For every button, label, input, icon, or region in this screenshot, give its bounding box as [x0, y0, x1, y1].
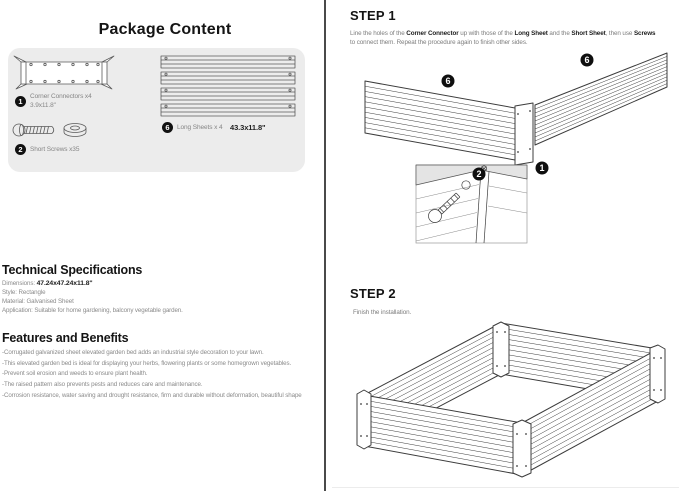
- svg-text:1: 1: [539, 163, 545, 174]
- step1-instructions-line1: Line the holes of the Corner Connector up with those of the Long Sheet and the Short Sheet, then use Screws: [350, 30, 656, 37]
- step2-title: STEP 2: [350, 286, 396, 301]
- bottom-edge-line: [332, 487, 679, 488]
- screw-and-nut-icon: [12, 118, 90, 142]
- features-title: Features and Benefits: [2, 331, 129, 345]
- feature-bullet: -Prevent soil erosion and weeds to ensure plant health.: [2, 370, 148, 378]
- feature-bullet: -The raised pattern also prevents pests and reduces care and maintenance.: [2, 381, 203, 389]
- part-badge-screw: [473, 168, 486, 181]
- svg-text:6: 6: [445, 76, 451, 87]
- spec-row-dimensions: [2, 279, 183, 288]
- specs-section: [2, 263, 183, 315]
- svg-text:6: 6: [584, 55, 590, 66]
- item-dimension-long-sheets: 43.3x11.8": [230, 123, 266, 132]
- corner-detail-inset: [416, 165, 527, 243]
- bed-post-right: [650, 345, 665, 403]
- feature-bullet: -Corrosion resistance, water saving and drought resistance, firm and durable without deformation, beautiful shape: [2, 391, 302, 399]
- spec-row-material: Material: Galvanised Sheet: [2, 298, 74, 305]
- bed-post-front: [513, 420, 531, 477]
- step1-title: STEP 1: [350, 8, 396, 23]
- bed-post-left: [357, 390, 371, 449]
- long-sheet-left-drawing: [365, 81, 515, 160]
- part-badge-long-sheet-right: [581, 54, 594, 67]
- spec-row-style: Style: Rectangle: [2, 289, 46, 296]
- part-badge-long-sheet-left: [442, 75, 455, 88]
- bed-wall-front-left: [364, 395, 522, 475]
- step2-diagram: [352, 318, 672, 486]
- step2-instructions: Finish the installation.: [353, 309, 412, 316]
- item-badge-corner-connectors: 1: [15, 96, 26, 107]
- column-divider: [324, 0, 326, 491]
- item-label-corner-connectors: [30, 93, 92, 110]
- step1-diagram: [350, 52, 672, 252]
- corner-connector-icon: [12, 54, 116, 92]
- item-label-text: Corner Connectors x4: [30, 93, 92, 100]
- package-content-title: Package Content: [98, 21, 232, 38]
- step1-instructions: [350, 29, 670, 47]
- spec-label: Dimensions:: [2, 280, 35, 287]
- bed-post-back: [493, 322, 509, 377]
- item-label-long-sheets: Long Sheets x 4: [177, 124, 223, 131]
- specs-title: Technical Specifications: [2, 263, 143, 277]
- long-sheet-right-drawing: [535, 53, 667, 145]
- step1-instructions-line2: to connect them. Repeat the procedure again to finish other sides.: [350, 39, 528, 46]
- part-badge-corner-connector: [536, 162, 549, 175]
- item-label-short-screws: Short Screws x35: [30, 146, 80, 153]
- item-badge-short-screws: 2: [15, 144, 26, 155]
- screw-icon: [13, 124, 54, 136]
- features-section: [2, 331, 302, 402]
- nut-icon: [64, 124, 86, 137]
- spec-row-application: Application: Suitable for home gardening, balcony vegetable garden.: [2, 307, 183, 314]
- item-badge-long-sheets: 6: [162, 122, 173, 133]
- item-dimension: 3.9x11.8": [30, 101, 56, 109]
- corner-connector-post-drawing: [515, 103, 533, 165]
- spec-value: 47.24x47.24x11.8": [36, 280, 93, 287]
- long-sheets-icon: [159, 55, 297, 118]
- feature-bullet: -Corrugated galvanized sheet elevated garden bed adds an industrial style decoration to your lawn.: [2, 349, 264, 356]
- feature-bullet: -This elevated garden bed is ideal for displaying your herbs, flowering plants or some homegrown vegetables.: [2, 359, 292, 367]
- svg-text:2: 2: [476, 169, 482, 180]
